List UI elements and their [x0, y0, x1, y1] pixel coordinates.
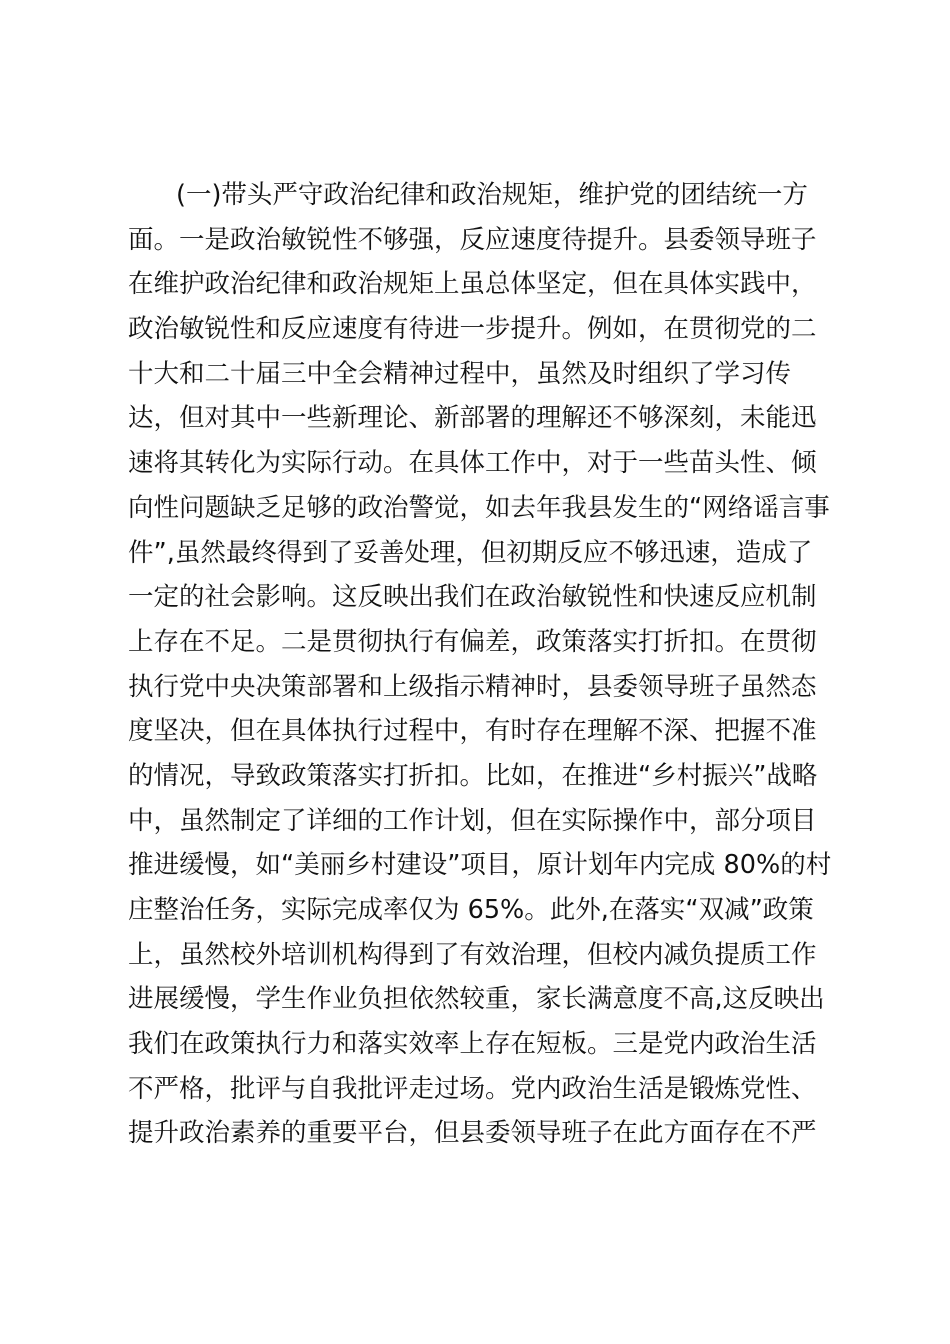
body-paragraph	[128, 173, 832, 1156]
paragraph-line: 中，虽然制定了详细的工作计划，但在实际操作中，部分项目	[128, 805, 817, 836]
paragraph-line: 执行党中央决策部署和上级指示精神时，县委领导班子虽然态	[128, 671, 817, 702]
paragraph-line: 不严格，批评与自我批评走过场。党内政治生活是锻炼党性、	[128, 1073, 817, 1104]
paragraph-line: 推进缓慢，如“美丽乡村建设”项目，原计划年内完成 80%的村	[128, 850, 832, 881]
paragraph-line: 庄整治任务，实际完成率仅为 65%。此外,在落实“双减”政策	[128, 895, 814, 925]
paragraph-line: 进展缓慢，学生作业负担依然较重，家长满意度不高,这反映出	[128, 984, 825, 1015]
paragraph-line: 上存在不足。二是贯彻执行有偏差，政策落实打折扣。在贯彻	[128, 626, 817, 657]
paragraph-line: 向性问题缺乏足够的政治警觉，如去年我县发生的“网络谣言事	[128, 492, 830, 523]
paragraph-line: 件”,虽然最终得到了妥善处理，但初期反应不够迅速，造成了	[128, 537, 813, 568]
paragraph-line: 面。一是政治敏锐性不够强，反应速度待提升。县委领导班子	[128, 224, 817, 255]
paragraph-line: 提升政治素养的重要平台，但县委领导班子在此方面存在不严	[128, 1118, 817, 1149]
paragraph-line: 在维护政治纪律和政治规矩上虽总体坚定，但在具体实践中，	[128, 269, 817, 300]
paragraph-line: (一)带头严守政治纪律和政治规矩，维护党的团结统一方	[176, 180, 808, 210]
paragraph-line: 的情况，导致政策落实打折扣。比如，在推进“乡村振兴”战略	[128, 760, 818, 791]
paragraph-line: 一定的社会影响。这反映出我们在政治敏锐性和快速反应机制	[128, 582, 817, 613]
paragraph-line: 速将其转化为实际行动。在具体工作中，对于一些苗头性、倾	[128, 448, 817, 479]
paragraph-line: 政治敏锐性和反应速度有待进一步提升。例如，在贯彻党的二	[128, 314, 817, 345]
paragraph-line: 度坚决，但在具体执行过程中，有时存在理解不深、把握不准	[128, 716, 817, 747]
paragraph-line: 达，但对其中一些新理论、新部署的理解还不够深刻，未能迅	[128, 403, 817, 434]
paragraph-line: 我们在政策执行力和落实效率上存在短板。三是党内政治生活	[128, 1029, 817, 1060]
paragraph-line: 十大和二十届三中全会精神过程中，虽然及时组织了学习传	[128, 358, 792, 389]
paragraph-line: 上，虽然校外培训机构得到了有效治理，但校内减负提质工作	[128, 939, 817, 970]
